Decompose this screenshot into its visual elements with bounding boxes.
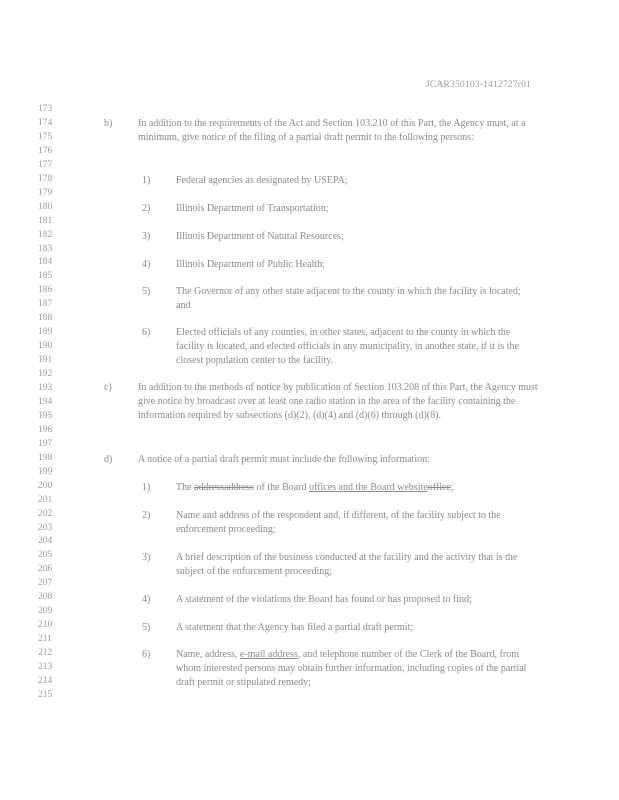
d-item-1-deleted-text-2: office xyxy=(427,482,451,493)
section-b-text: In addition to the requirements of the Act and Section 103.210 of this Part, the Agency must, at a minimum, give notice of the filing of a partial draft permit to the following persons: xyxy=(138,118,526,143)
d-item-1-deleted-text: addressaddress xyxy=(194,482,255,493)
b-item-5-marker: 5) xyxy=(142,286,151,297)
b-item-2-text: Illinois Department of Transportation; xyxy=(176,203,329,214)
d-item-1-marker: 1) xyxy=(142,482,151,493)
line-number: 215 xyxy=(38,689,53,700)
line-number: 196 xyxy=(38,424,53,435)
line-number: 204 xyxy=(38,536,53,547)
b-item-5-text: The Governor of any other state adjacent to the county in which the facility is located; and xyxy=(176,286,521,311)
line-number: 202 xyxy=(38,508,53,519)
line-number: 211 xyxy=(38,634,52,645)
b-item-3-text: Illinois Department of Natural Resources; xyxy=(176,231,344,242)
document-code: JCAR350103-1412727r01 xyxy=(425,80,531,90)
line-number: 185 xyxy=(38,271,53,282)
line-number: 189 xyxy=(38,327,53,338)
section-b-marker: b) xyxy=(104,118,113,129)
d-item-1-inserted-text: offices and the Board website xyxy=(309,482,428,493)
line-number: 201 xyxy=(38,494,53,505)
b-item-4-marker: 4) xyxy=(142,259,151,270)
line-number: 190 xyxy=(38,341,53,352)
line-number: 183 xyxy=(38,243,53,254)
b-item-1-text: Federal agencies as designated by USEPA; xyxy=(176,175,348,186)
line-number: 209 xyxy=(38,606,53,617)
d-item-1-pre: The xyxy=(176,482,195,493)
line-number: 176 xyxy=(38,145,53,156)
line-number: 177 xyxy=(38,159,53,170)
d-item-1-text xyxy=(176,481,546,495)
b-item-1-marker: 1) xyxy=(142,175,151,186)
line-number: 184 xyxy=(38,257,53,268)
line-number: 188 xyxy=(38,313,53,324)
d-item-5-text: A statement that the Agency has filed a partial draft permit; xyxy=(176,622,414,633)
line-number: 199 xyxy=(38,466,53,477)
line-number: 212 xyxy=(38,648,53,659)
line-number: 208 xyxy=(38,592,53,603)
section-d-marker: d) xyxy=(104,454,113,465)
d-item-1-post: ; xyxy=(450,482,454,493)
d-item-6-marker: 6) xyxy=(142,649,151,660)
d-item-5-marker: 5) xyxy=(142,622,151,633)
section-d-text: A notice of a partial draft permit must include the following information: xyxy=(138,454,430,465)
line-number: 179 xyxy=(38,187,53,198)
d-item-3-marker: 3) xyxy=(142,552,151,563)
line-number: 205 xyxy=(38,550,53,561)
line-number: 193 xyxy=(38,383,53,393)
line-number: 191 xyxy=(38,355,53,366)
line-number: 173 xyxy=(38,104,53,114)
b-item-2-marker: 2) xyxy=(142,203,151,214)
d-item-6-post: , and telephone number of the Clerk of the Board, from whom interested persons may obtain further information, including copies of the partial draft permit or stipulated remedy; xyxy=(176,649,527,688)
line-number: 213 xyxy=(38,662,53,672)
line-number: 182 xyxy=(38,229,53,240)
section-c-marker: c) xyxy=(104,382,112,393)
line-number: 210 xyxy=(38,620,53,631)
line-number: 206 xyxy=(38,564,53,575)
line-number: 200 xyxy=(38,480,53,491)
d-item-3-text: A brief description of the business conducted at the facility and the activity that is the subject of the enforcement proceeding; xyxy=(176,552,518,577)
d-item-1-mid: of the Board xyxy=(254,482,310,493)
line-number: 207 xyxy=(38,578,53,589)
b-item-4-text: Illinois Department of Public Health; xyxy=(176,259,325,270)
section-c-text: In addition to the methods of notice by publication of Section 103.208 of this Part, the Agency must give notice by broadcast over at least one radio station in the area of the facility containing the information required by subsections (d)(2), (d)(4) and (d)(6) through (d)(8). xyxy=(138,382,538,421)
line-number: 175 xyxy=(38,131,53,142)
b-item-6-marker: 6) xyxy=(142,327,151,338)
d-item-4-marker: 4) xyxy=(142,594,151,605)
line-number: 180 xyxy=(38,201,53,212)
b-item-3-marker: 3) xyxy=(142,231,151,242)
line-number: 181 xyxy=(38,215,53,226)
line-number: 214 xyxy=(38,675,53,686)
line-number: 195 xyxy=(38,410,53,421)
b-item-6-text: Elected officials of any counties, in other states, adjacent to the county in which the facility is located, and elected officials in any municipality, in another state, if it is the closest population center to the facility. xyxy=(176,327,519,366)
line-number: 187 xyxy=(38,299,53,310)
line-number: 203 xyxy=(38,522,53,533)
d-item-6-text xyxy=(176,648,538,689)
line-number: 192 xyxy=(38,369,53,380)
d-item-6-pre: Name, address, xyxy=(176,649,240,660)
line-number: 197 xyxy=(38,438,53,449)
line-number: 194 xyxy=(38,396,53,407)
d-item-2-marker: 2) xyxy=(142,510,151,521)
line-number: 174 xyxy=(38,117,53,128)
d-item-2-text: Name and address of the respondent and, if different, of the facility subject to the enforcement proceeding; xyxy=(176,510,501,535)
line-number: 198 xyxy=(38,452,53,463)
line-number: 186 xyxy=(38,285,53,296)
line-number: 178 xyxy=(38,173,53,184)
d-item-4-text: A statement of the violations the Board has found or has proposed to find; xyxy=(176,594,472,605)
d-item-6-inserted-text: e-mail address xyxy=(239,649,298,660)
